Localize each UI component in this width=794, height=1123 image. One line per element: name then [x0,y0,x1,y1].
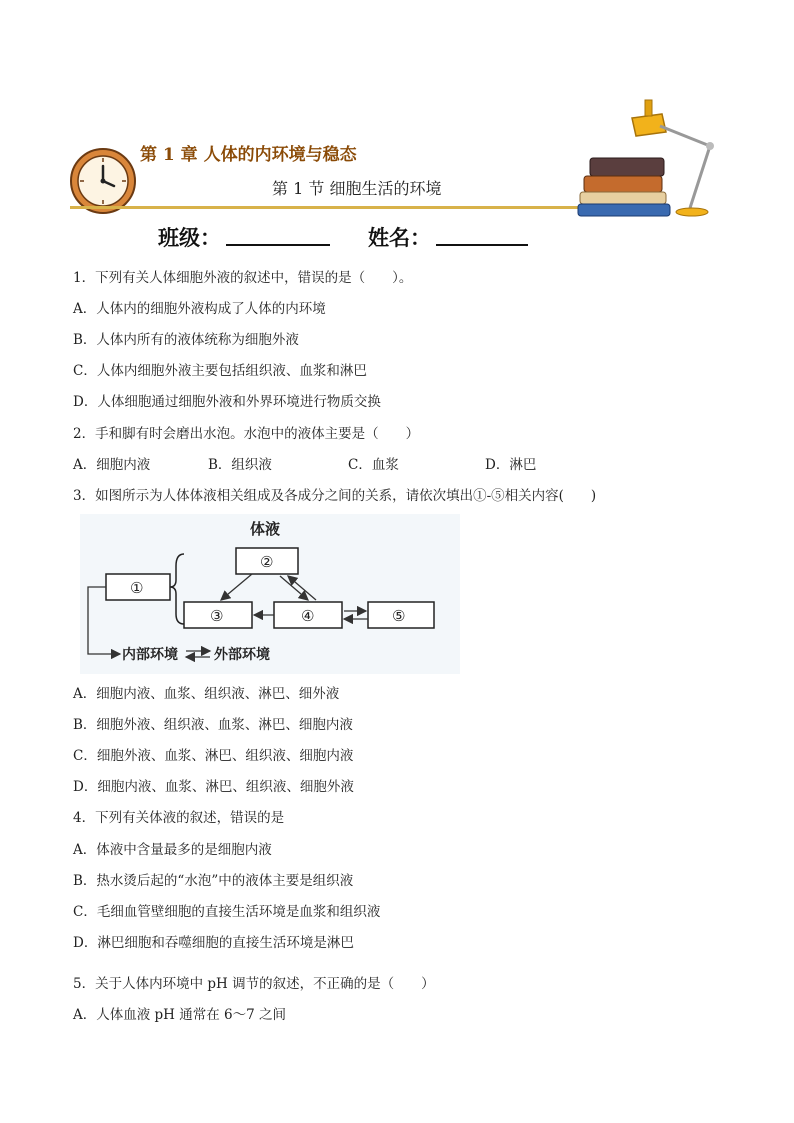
class-field[interactable] [226,244,330,246]
name-field[interactable] [436,244,528,246]
question-5-stem: 5．关于人体内环境中 pH 调节的叙述，不正确的是（ ） [73,976,435,992]
question-3-option-b: B．细胞外液、组织液、血浆、淋巴、细胞内液 [73,717,353,733]
question-5-option-a: A．人体血液 pH 通常在 6～7 之间 [73,1007,287,1023]
diagram-box-2-label: ② [260,553,274,571]
question-4-option-b: B．热水烫后起的“水泡”中的液体主要是组织液 [73,873,354,889]
diagram-box-3-label: ③ [210,607,224,625]
question-1-option-a: A．人体内的细胞外液构成了人体的内环境 [73,301,326,317]
name-label: 姓名： [368,226,431,250]
diagram-internal-label: 内部环境 [122,647,178,663]
lamp-books-illustration [570,96,720,220]
question-4-stem: 4．下列有关体液的叙述，错误的是 [73,810,285,826]
question-3-option-c: C．细胞外液、血浆、淋巴、组织液、细胞内液 [73,748,354,764]
question-4-option-d: D．淋巴细胞和吞噬细胞的直接生活环境是淋巴 [73,935,354,951]
diagram-box-1-label: ① [130,579,144,597]
diagram-external-label: 外部环境 [214,647,270,663]
question-2-option-b: B．组织液 [208,457,272,473]
question-4-option-a: A．体液中含量最多的是细胞内液 [73,842,272,858]
question-2-option-d: D．淋巴 [485,457,537,473]
question-1-option-b: B．人体内所有的液体统称为细胞外液 [73,332,299,348]
question-2-stem: 2．手和脚有时会磨出水泡。水泡中的液体主要是（ ） [73,426,420,442]
class-label: 班级： [158,226,221,250]
question-1-stem: 1．下列有关人体细胞外液的叙述中，错误的是（ ）。 [73,270,413,286]
diagram-title: 体液 [250,520,281,538]
question-2-option-a: A．细胞内液 [73,457,151,473]
question-2-option-c: C．血浆 [348,457,399,473]
body-fluid-diagram [80,514,460,674]
question-4-option-c: C．毛细血管壁细胞的直接生活环境是血浆和组织液 [73,904,381,920]
diagram-box-4-label: ④ [301,607,315,625]
diagram-box-5-label: ⑤ [392,607,406,625]
chapter-title: 第 1 章 人体的内环境与稳态 [140,145,357,165]
question-3-option-a: A．细胞内液、血浆、组织液、淋巴、细外液 [73,686,340,702]
question-3-stem: 3．如图所示为人体体液相关组成及各成分之间的关系，请依次填出①-⑤相关内容( ) [73,488,597,504]
question-1-option-c: C．人体内细胞外液主要包括组织液、血浆和淋巴 [73,363,367,379]
section-title: 第 1 节 细胞生活的环境 [272,179,442,198]
question-3-option-d: D．细胞内液、血浆、淋巴、组织液、细胞外液 [73,779,354,795]
question-1-option-d: D．人体细胞通过细胞外液和外界环境进行物质交换 [73,394,381,410]
header-divider [70,206,650,209]
